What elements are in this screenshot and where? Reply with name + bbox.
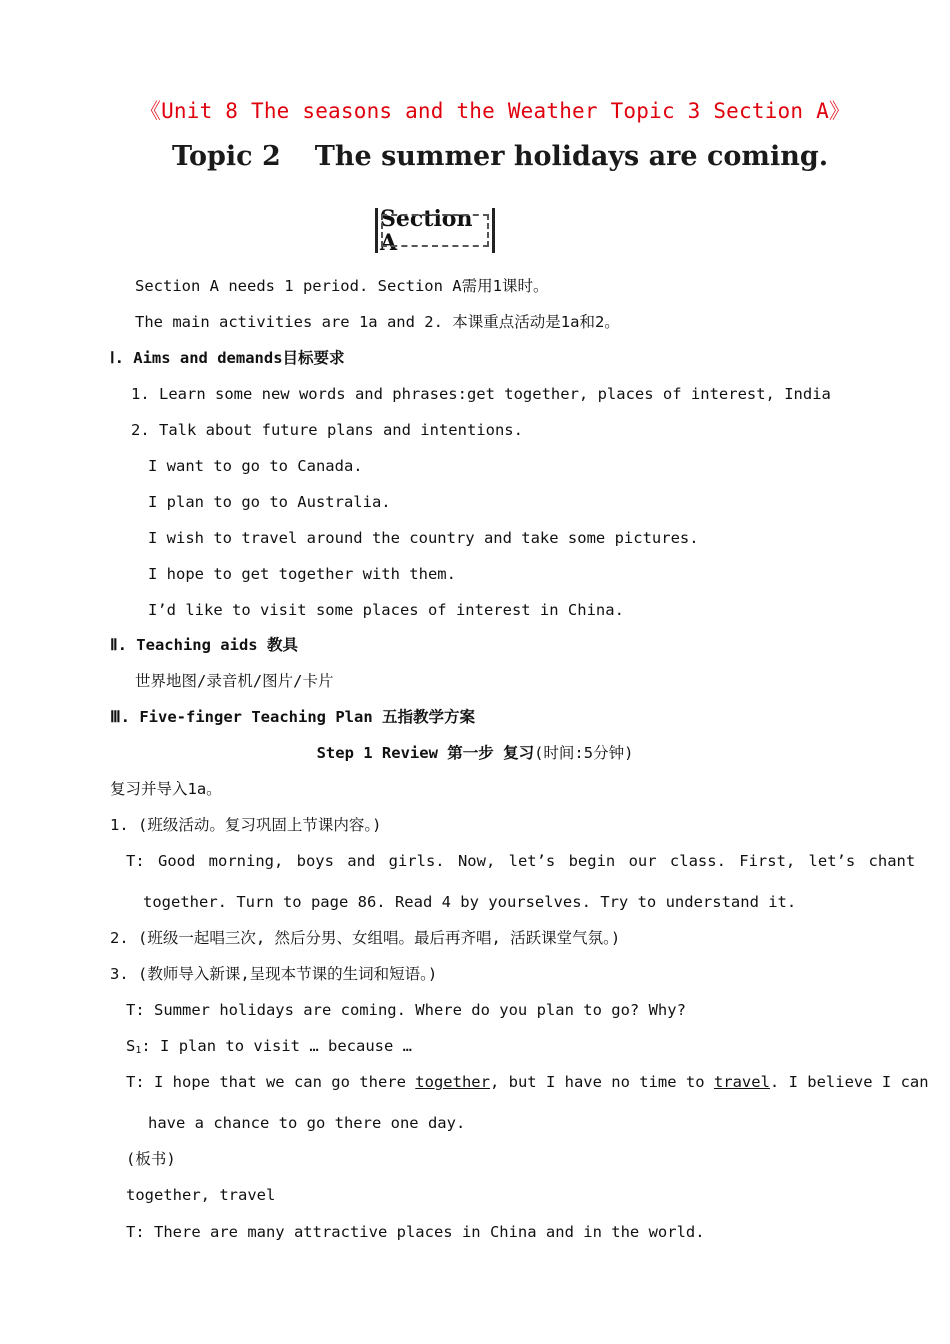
aims-sentence: I hope to get together with them. — [148, 565, 456, 583]
body-point-1: 1. (班级活动。复习巩固上节课内容。) — [110, 816, 382, 834]
teacher-line-3: T: I hope that we can go there together, but I have no time to travel. I believe I can — [126, 1073, 929, 1091]
student-line: $S_1$: I plan to visit … because … — [126, 1037, 412, 1056]
aims-sentence: I’d like to visit some places of interest in China. — [148, 601, 624, 619]
aims-item-2: 2. Talk about future plans and intentions. — [131, 421, 523, 439]
aims-item-1: 1. Learn some new words and phrases:get together, places of interest, India — [131, 385, 831, 403]
topic-title: The summer holidays are coming. — [314, 141, 829, 172]
aims-sentence: I plan to go to Australia. — [148, 493, 391, 511]
vocab-travel: travel — [713, 1073, 770, 1091]
vocab-together: together — [415, 1073, 490, 1091]
board-words: together, travel — [126, 1186, 276, 1204]
plan-heading: Ⅲ. Five-finger Teaching Plan 五指教学方案 — [110, 708, 475, 726]
aims-sentence: I wish to travel around the country and take some pictures. — [148, 529, 699, 547]
aims-heading: Ⅰ. Aims and demands目标要求 — [110, 349, 345, 367]
intro-activities: The main activities are 1a and 2. 本课重点活动是1a和2。 — [135, 313, 620, 331]
body-point-2: 2. (班级一起唱三次, 然后分男、女组唱。最后再齐唱, 活跃课堂气氛。) — [110, 929, 621, 947]
aids-text: 世界地图/录音机/图片/卡片 — [135, 672, 334, 690]
topic-label: Topic 2 — [172, 141, 281, 172]
teacher-line-2: T: Summer holidays are coming. Where do you plan to go? Why? — [126, 1001, 686, 1019]
step-title: Step 1 Review 第一步 复习 — [316, 744, 535, 762]
step-time: (时间:5分钟) — [534, 744, 634, 762]
teacher-line-1: T: Good morning, boys and girls. Now, let’s begin our class. First, let’s chant — [126, 852, 916, 870]
step-heading — [0, 743, 950, 763]
teacher-line-4: T: There are many attractive places in China and in the world. — [126, 1223, 705, 1241]
aims-sentence: I want to go to Canada. — [148, 457, 363, 475]
topic-heading — [172, 140, 828, 174]
document-title: 《Unit 8 The seasons and the Weather Topic 3 Section A》 — [139, 99, 851, 123]
section-badge-label: Section A — [378, 207, 492, 255]
teacher-line-3-cont: have a chance to go there one day. — [148, 1114, 466, 1132]
board-label: (板书) — [126, 1150, 176, 1168]
body-point-3: 3. (教师导入新课,呈现本节课的生词和短语。) — [110, 965, 438, 983]
teacher-line-1-cont: together. Turn to page 86. Read 4 by yourselves. Try to understand it. — [143, 893, 797, 911]
intro-period: Section A needs 1 period. Section A需用1课时。 — [135, 277, 549, 295]
section-badge — [375, 205, 495, 256]
body-lead: 复习并导入1a。 — [110, 780, 222, 798]
aids-heading: Ⅱ. Teaching aids 教具 — [110, 636, 298, 654]
